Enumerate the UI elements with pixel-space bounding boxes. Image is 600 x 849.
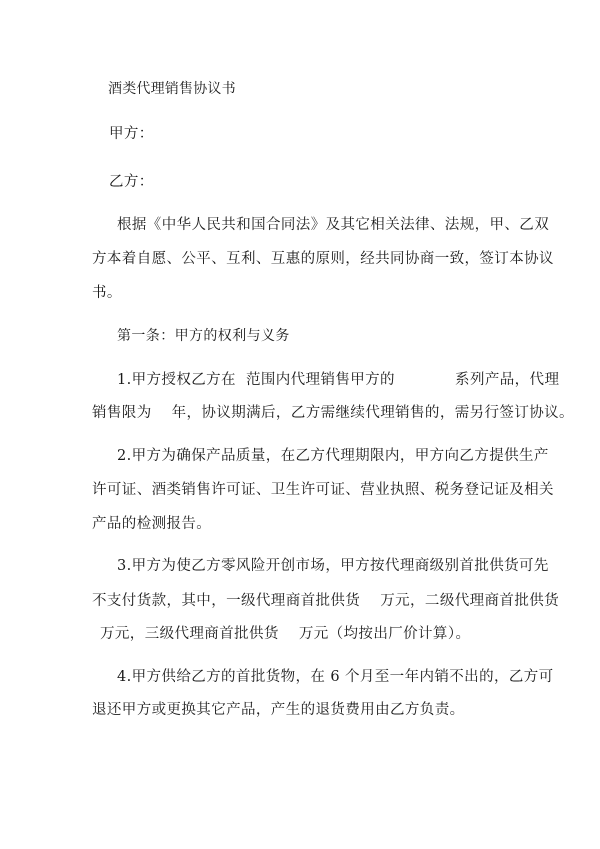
clause-2-line: 许可证、酒类销售许可证、卫生许可证、营业执照、税务登记证及相关 bbox=[92, 482, 554, 498]
article-heading: 第一条：甲方的权利与义务 bbox=[117, 328, 290, 344]
document-title: 酒类代理销售协议书 bbox=[108, 81, 236, 97]
clause-2-line: 产品的检测报告。 bbox=[92, 516, 212, 532]
clause-3-line: 3.甲方为使乙方零风险开创市场，甲方按代理商级别首批供货可先 bbox=[117, 558, 549, 574]
clause-4-line: 退还甲方或更换其它产品，产生的退货费用由乙方负责。 bbox=[92, 702, 465, 718]
clause-3-line: 万元，三级代理商首批供货 万元（均按出厂价计算）。 bbox=[100, 626, 471, 642]
party-a-label: 甲方： bbox=[109, 126, 154, 142]
clause-3-line: 不支付货款，其中，一级代理商首批供货 万元，二级代理商首批供货 bbox=[92, 593, 560, 609]
clause-1-line: 1.甲方授权乙方在 范围内代理销售甲方的 系列产品，代理 bbox=[117, 372, 560, 388]
clause-1-line: 销售限为 年，协议期满后，乙方需继续代理销售的，需另行签订协议。 bbox=[92, 405, 574, 421]
clause-2-line: 2.甲方为确保产品质量，在乙方代理期限内，甲方向乙方提供生产 bbox=[117, 448, 549, 464]
intro-line: 方本着自愿、公平、互利、互惠的原则，经共同协商一致，签订本协议 bbox=[92, 251, 554, 267]
party-b-label: 乙方： bbox=[109, 174, 154, 190]
intro-line: 根据《中华人民共和国合同法》及其它相关法律、法规，甲、乙双 bbox=[117, 217, 550, 233]
clause-4-line: 4.甲方供给乙方的首批货物，在 6 个月至一年内销不出的，乙方可 bbox=[117, 669, 554, 685]
intro-line: 书。 bbox=[92, 285, 122, 301]
